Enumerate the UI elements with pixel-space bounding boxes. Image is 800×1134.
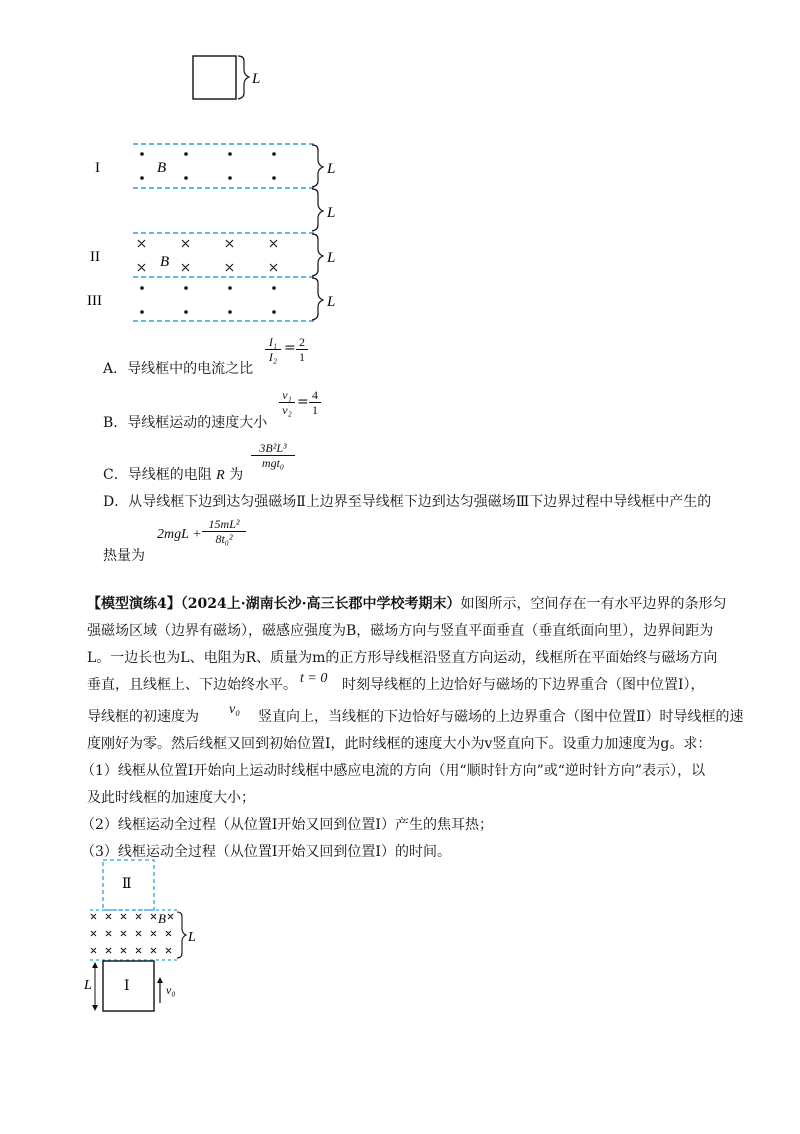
option-b: B．导线框运动的速度大小 (103, 415, 268, 431)
problem-line-4a: 垂直，且线框上、下边始终水平。 (87, 677, 297, 693)
frac-den: mgt₀ (251, 455, 295, 470)
problem-line-1 (87, 594, 726, 614)
region-label-2: II (90, 249, 100, 265)
option-c-var: R (216, 468, 225, 483)
frac-num: I₁ (268, 335, 278, 349)
problem-line-4b: 时刻导线框的上边恰好与磁场的下边界重合（图中位置Ⅰ）， (342, 677, 705, 693)
field-label-b-1: B (157, 160, 167, 176)
fig2-brace (177, 912, 186, 958)
option-d-expr: 2mgL + (157, 527, 202, 542)
gap-label-1: L (327, 161, 336, 177)
brace-top (238, 56, 249, 99)
frac-num: v₁ (282, 388, 292, 402)
fig2-velocity-label: v₀ (166, 983, 176, 997)
region-2-crosses (138, 240, 277, 271)
region-label-3: III (87, 293, 102, 309)
frac-den: 1 (309, 402, 321, 417)
fig2-velocity-arrowhead (157, 977, 163, 983)
option-a-equals: = (284, 340, 296, 356)
wire-frame-square (193, 56, 236, 99)
figure-wire-frame-positions (0, 850, 300, 1020)
position-2-label: Ⅱ (122, 877, 132, 892)
option-c-suffix: 为 (229, 467, 244, 483)
question-2: （2）线框运动全过程（从位置Ⅰ开始又回到位置Ⅰ）产生的焦耳热； (81, 817, 493, 833)
frac-num: 4 (312, 388, 318, 402)
problem-line-6: 度刚好为零。然后线框又回到初始位置Ⅰ，此时线框的速度大小为v竖直向下。设重力加速度为g。求： (87, 736, 712, 752)
top-length-label: L (252, 71, 261, 87)
problem-intro: 如图所示，空间存在一有水平边界的条形匀 (460, 596, 727, 612)
question-3: （3）线框运动全过程（从位置Ⅰ开始又回到位置Ⅰ）的时间。 (81, 844, 451, 860)
frac-den: 1 (296, 349, 308, 364)
region-label-1: I (95, 160, 100, 176)
gap-label-2: L (327, 205, 336, 221)
option-a: A．导线框中的电流之比 (103, 361, 254, 377)
problem-line-5b: 竖直向上，当线框的下边恰好与磁场的上边界重合（图中位置Ⅱ）时导线框的速 (258, 709, 744, 725)
option-b-fraction-right (309, 388, 321, 417)
gap-label-4: L (327, 294, 336, 310)
fig2-left-arrow-down (92, 1005, 98, 1011)
option-b-equals: = (297, 394, 309, 410)
question-1b: 及此时线框的加速度大小； (87, 790, 255, 806)
frac-den: v₂ (279, 402, 295, 417)
frac-num: 2 (299, 335, 305, 349)
option-a-fraction-right (296, 335, 308, 364)
option-b-fraction-left (279, 388, 295, 417)
problem-v0: v₀ (229, 702, 241, 717)
region-3-dots (140, 286, 276, 314)
problem-line-2: 强磁场区域（边界有磁场），磁感应强度为B，磁场方向与竖直平面垂直（垂直纸面向里），边界间距为 (87, 623, 714, 639)
option-c-fraction (251, 441, 295, 470)
frac-den: I₂ (265, 349, 281, 364)
field-label-b-2: B (160, 254, 170, 270)
frac-den: 8t₀² (202, 531, 246, 546)
problem-line-3: L。一边长也为L、电阻为R、质量为m的正方形导线框沿竖直方向运动，线框所在平面始终与磁场方向 (87, 650, 718, 666)
problem-line-5a: 导线框的初速度为 (87, 709, 199, 725)
problem-title: 【模型演练4】 (87, 596, 181, 612)
position-1-label: Ⅰ (124, 979, 130, 994)
frac-num: 15mL² (208, 517, 240, 531)
option-d-line2: 热量为 (103, 548, 145, 564)
option-a-fraction-left (265, 335, 281, 364)
option-c (103, 465, 243, 486)
option-c-text: C．导线框的电阻 (103, 467, 212, 483)
fig2-b-label: B (158, 911, 166, 926)
problem-t-zero: t = 0 (300, 671, 328, 686)
problem-source: （2024上·湖南长沙·高三长郡中学校考期末） (180, 596, 461, 612)
question-1a: （1）线框从位置Ⅰ开始向上运动时线框中感应电流的方向（用“顺时针方向”或“逆时针方向”表示），以 (81, 763, 706, 779)
figure-magnetic-fields (0, 0, 800, 340)
gap-label-3: L (327, 250, 336, 266)
fig2-left-arrow-up (92, 962, 98, 968)
frac-num: 3B²L³ (259, 441, 287, 455)
option-d-line1: D．从导线框下边到达匀强磁场Ⅱ上边界至导线框下边到达匀强磁场Ⅲ下边界过程中导线框中产生的 (103, 494, 712, 510)
fig2-side-label: L (188, 930, 196, 945)
option-d-fraction (202, 517, 246, 546)
fig2-left-label: L (84, 978, 92, 993)
